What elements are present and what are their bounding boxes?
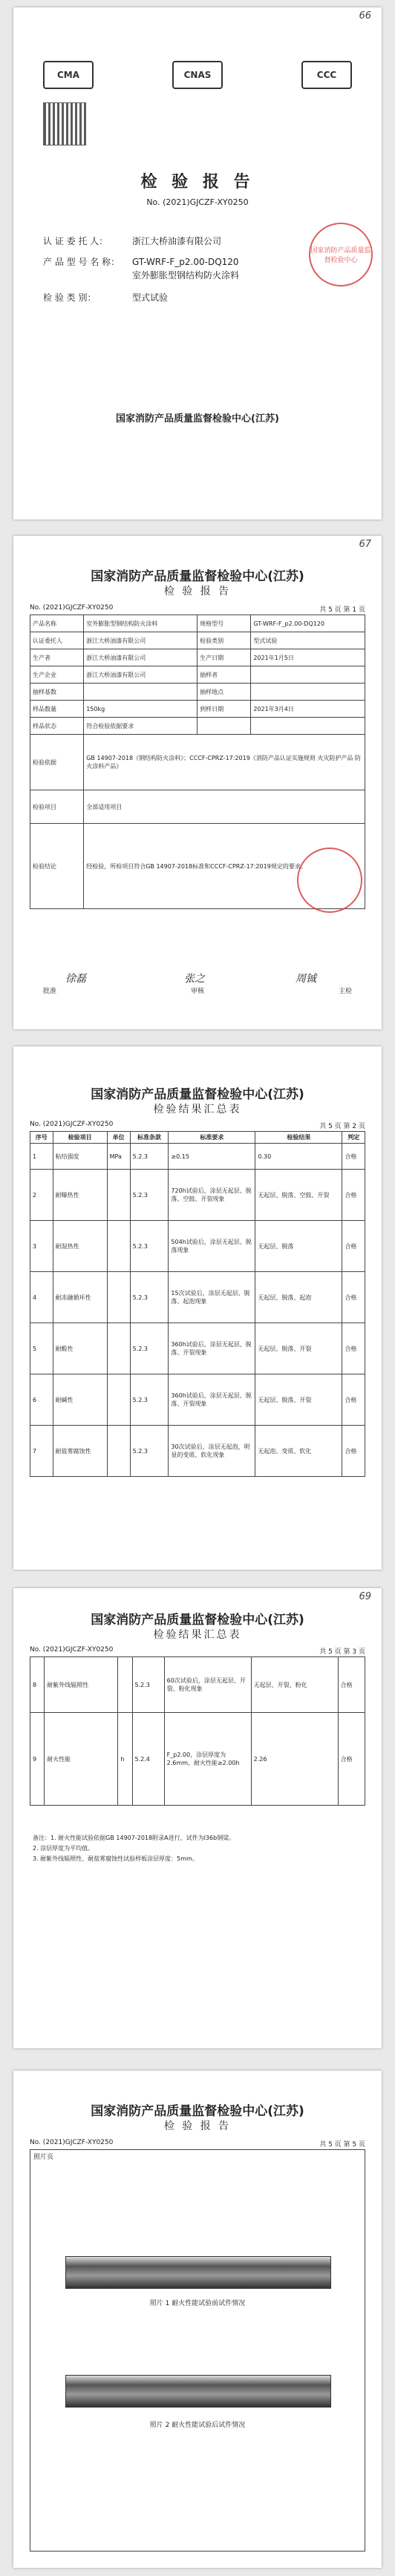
field-category: 检 验 类 别： 型式试验 — [43, 292, 169, 303]
report-number: No. (2021)GJCZF-XY0250 — [146, 197, 249, 207]
table-row: 2 耐曝热性 5.2.3 720h试验后，涂层无起层、脱落、空鼓、开裂现象 无起层、脱落、空鼓、开裂 合格 — [30, 1170, 365, 1221]
field-product-name: 室外膨胀型钢结构防火涂料 — [132, 270, 240, 281]
items-row: 检验项目 全部适用项目 — [30, 790, 365, 824]
organization-heading: 国家消防产品质量监督检验中心(江苏) — [91, 2104, 304, 2119]
signature-reviewer: 张之 — [184, 973, 205, 985]
result-table-continued — [30, 1656, 365, 1806]
certification-logos — [43, 61, 352, 89]
table-row: 8 耐紫外线辐照性 5.2.3 60次试验后，涂层无起层、开裂、粉化现象 无起层、开裂、粉化 合格 — [30, 1657, 365, 1713]
table-row: 9 耐火性能 h 5.2.4 F_p2.00，涂层厚度为2.6mm，耐火性能≥2.00h 2.26 合格 — [30, 1713, 365, 1806]
table-row: 4 耐冻融循环性 5.2.3 15次试验后，涂层无起层、脱落、起泡现象 无起层、脱落、起泡 合格 — [30, 1272, 365, 1323]
table-row: 5 耐酸性 5.2.3 360h试验后，涂层无起层、脱落、开裂现象 无起层、脱落、开裂 合格 — [30, 1323, 365, 1374]
table-row: 6 耐碱性 5.2.3 360h试验后，涂层无起层、脱落、开裂现象 无起层、脱落、开裂 合格 — [30, 1374, 365, 1426]
table-row: 产品名称 室外膨胀型钢结构防火涂料 规格型号 GT-WRF-F_p2.00-DQ120 — [30, 615, 365, 632]
cma-logo-icon: CMA — [43, 61, 94, 89]
photo-caption-1: 照片 1 耐火性能试验前试件情况 — [149, 2300, 246, 2307]
table-row: 生产者 浙江大桥油漆有限公司 生产日期 2021年1月5日 — [30, 649, 365, 666]
report-title: 检 验 报 告 — [163, 2120, 232, 2132]
qr-code-icon — [43, 102, 86, 145]
organization-heading: 国家消防产品质量监督检验中心(江苏) — [91, 569, 304, 584]
report-number-line: No. (2021)GJCZF-XY0250 共 5 页 第 5 页 — [30, 2139, 365, 2149]
signature-inspector: 周铖 — [296, 973, 316, 985]
report-number-line: No. (2021)GJCZF-XY0250 共 5 页 第 3 页 — [30, 1646, 365, 1656]
basis-row: 检验依据 GB 14907-2018《钢结构防火涂料》；CCCF-CPRZ-17:2019《消防产品认证实施规则 火灾防护产品 防火涂料产品》 — [30, 735, 365, 790]
table-row: 认证委托人 浙江大桥油漆有限公司 检验类别 型式试验 — [30, 632, 365, 649]
field-model: 产 品 型 号 名 称： GT-WRF-F_p2.00-DQ120 — [43, 257, 239, 267]
table-notes: 备注：1. 耐火性能试验依据GB 14907-2018附录A进行，试件为I36b钢梁。 2. 涂层厚度为平均值。 3. 耐紫外线辐照性、耐盐雾腐蚀性试验样板涂层厚度：5mm。 — [33, 1835, 235, 1862]
report-cover-page — [13, 7, 382, 520]
photo-after-test — [65, 2375, 331, 2408]
page-number: 69 — [359, 1591, 371, 1602]
table-row: 7 耐盐雾腐蚀性 5.2.3 30次试验后，涂层无起泡，明显的变质、软化现象 无起泡、变质、软化 合格 — [30, 1426, 365, 1477]
table-row: 样品数量 150kg 到样日期 2021年3月4日 — [30, 701, 365, 718]
table-row: 抽样基数 抽样地点 — [30, 684, 365, 701]
table-row: 3 耐湿热性 5.2.3 504h试验后，涂层无起层、脱落现象 无起层、脱落 合格 — [30, 1221, 365, 1272]
summary-title: 检验结果汇总表 — [153, 1629, 242, 1641]
signature-approver: 徐磊 — [65, 973, 86, 985]
signature-labels: 批准 审核 主检 — [43, 988, 352, 995]
photo-page-label: 照片页 — [33, 2154, 54, 2161]
photo-frame — [30, 2149, 365, 2552]
table-row: 1 粘结强度 MPa 5.2.3 ≥0.15 0.30 合格 — [30, 1144, 365, 1170]
report-number-line: No. (2021)GJCZF-XY0250 共 5 页 第 2 页 — [30, 1121, 365, 1130]
field-client: 认 证 委 托 人： 浙江大桥油漆有限公司 — [43, 236, 222, 246]
report-info-page — [13, 536, 382, 1029]
report-title: 检 验 报 告 — [140, 173, 255, 191]
page-number: 67 — [359, 539, 371, 550]
table-row: 样品状态 符合检验依据要求 — [30, 718, 365, 735]
result-summary-page-2 — [13, 1588, 382, 2048]
summary-title: 检验结果汇总表 — [153, 1104, 242, 1115]
result-summary-page-1 — [13, 1046, 382, 1570]
organization-heading: 国家消防产品质量监督检验中心(江苏) — [91, 1613, 304, 1628]
photo-caption-2: 照片 2 耐火性能试验后试件情况 — [149, 2422, 246, 2429]
report-title: 检 验 报 告 — [163, 586, 232, 597]
cnas-logo-icon: CNAS — [172, 61, 223, 89]
table-row: 生产企业 浙江大桥油漆有限公司 抽样者 — [30, 666, 365, 684]
official-seal-icon: 国家消防产品质量监督检验中心 — [309, 223, 373, 286]
table-header-row: 序号 检验项目 单位 标准条款 标准要求 检验结果 判定 — [30, 1132, 365, 1144]
result-table — [30, 1131, 365, 1477]
photo-before-test — [65, 2256, 331, 2289]
issuing-organization: 国家消防产品质量监督检验中心(江苏) — [116, 413, 279, 425]
photo-page — [13, 2071, 382, 2568]
organization-heading: 国家消防产品质量监督检验中心(江苏) — [91, 1087, 304, 1102]
conclusion-row: 检验结论 经检验，所检项目符合GB 14907-2018标准和CCCF-CPRZ-17:2019规定的要求。 — [30, 824, 365, 909]
page-number: 66 — [359, 10, 371, 22]
official-seal-icon — [297, 848, 362, 913]
ccc-logo-icon: CCC — [301, 61, 352, 89]
report-number-line: No. (2021)GJCZF-XY0250 共 5 页 第 1 页 — [30, 604, 365, 614]
